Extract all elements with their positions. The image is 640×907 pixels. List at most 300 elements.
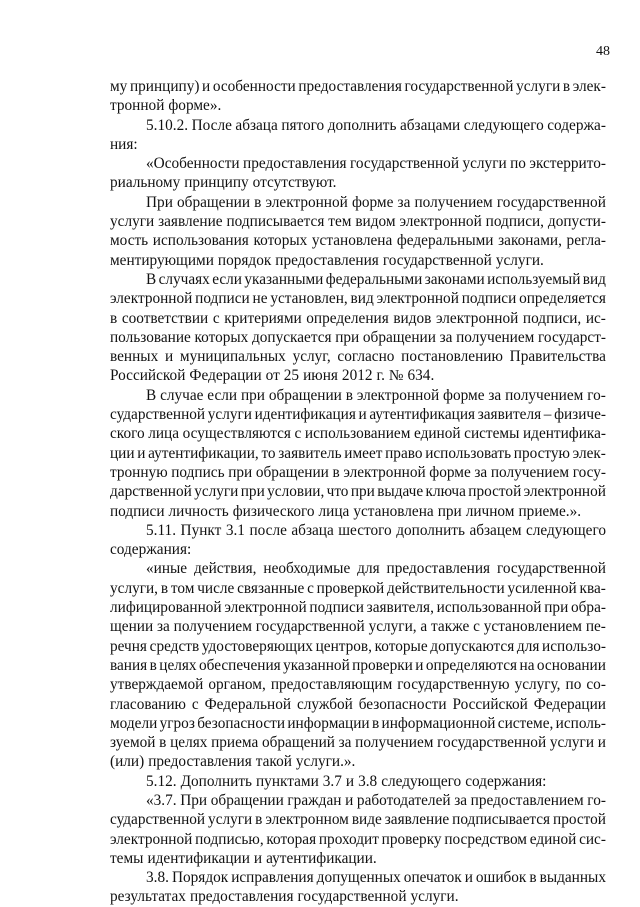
word: за [156, 618, 170, 636]
word: получением [505, 386, 584, 404]
word: работодателей [356, 791, 451, 809]
word: системы [464, 425, 520, 443]
text-line [110, 386, 606, 405]
word: регла- [566, 232, 606, 250]
word: услуги [207, 406, 252, 424]
word: за [439, 328, 453, 346]
word: электронной [224, 599, 307, 617]
word: условии, [267, 483, 325, 501]
text-line [110, 656, 606, 675]
word: содержания: [110, 541, 192, 559]
word: при [240, 386, 265, 404]
word: приема [211, 734, 259, 752]
word: обращении [255, 463, 329, 481]
word: сударственной [110, 406, 206, 424]
word: установлением [483, 618, 582, 636]
word: услуги, [110, 579, 159, 597]
word: за [488, 386, 502, 404]
word: определяются [425, 656, 518, 674]
word: обращений [261, 734, 335, 752]
word: и [137, 444, 146, 462]
text-line [110, 502, 606, 521]
word: в [371, 714, 380, 732]
word: использо- [542, 637, 606, 655]
text-line [110, 444, 606, 463]
word: законами, [498, 232, 562, 250]
word: государственную [397, 676, 510, 694]
text-line [110, 135, 606, 154]
word: предоставления [243, 155, 347, 173]
word: услуг, [292, 348, 331, 366]
word: государственной [437, 734, 547, 752]
word: после [249, 521, 287, 539]
word: мость [110, 232, 149, 250]
word: абзаца [291, 521, 334, 539]
word: при [228, 463, 253, 481]
word: при [240, 483, 265, 501]
word: После [191, 116, 232, 134]
word: физического [232, 502, 315, 520]
word: ментирующими [110, 251, 214, 269]
word: подписи [195, 290, 250, 308]
word: услугу, [514, 676, 561, 694]
word: подписывается [226, 213, 325, 231]
word: дополнить [396, 521, 465, 539]
text-line [110, 675, 606, 694]
word: от [265, 367, 280, 385]
word: которые [374, 637, 428, 655]
word: которая [266, 830, 317, 848]
word: и [415, 656, 424, 674]
word: удостоверяющих [201, 637, 313, 655]
word: 5.12. [146, 772, 177, 790]
word: модели [110, 714, 158, 732]
word: экстеррито- [529, 155, 606, 173]
word: 25 [283, 367, 300, 385]
text-line [110, 96, 606, 115]
word: 634. [407, 367, 435, 385]
word: электронной [343, 463, 426, 481]
word: установлена [311, 232, 393, 250]
word: с [294, 425, 302, 443]
word: пунктами [255, 772, 319, 790]
word: установлена [353, 502, 434, 520]
word: услуги.». [295, 753, 356, 771]
word: единой [414, 425, 461, 443]
word: целях [170, 734, 208, 752]
word: щении [110, 618, 154, 636]
text-line [110, 617, 606, 636]
word: услуги. [495, 251, 544, 269]
word: личность [168, 502, 229, 520]
word: такой [255, 753, 292, 771]
word: услуги [516, 78, 561, 95]
word: использованной [436, 599, 542, 617]
word: информации [287, 714, 370, 732]
word: подписи [461, 290, 517, 308]
page-number: 48 [596, 44, 610, 59]
word: случаях [158, 270, 210, 288]
word: тронную [110, 463, 168, 481]
word: риальному [110, 174, 181, 192]
word: и [164, 348, 174, 366]
word: элек- [572, 78, 606, 95]
text-line [110, 173, 606, 192]
word: ключа [425, 483, 466, 501]
word: форме [429, 463, 471, 481]
word: обра- [571, 599, 606, 617]
word: абзацем [469, 521, 522, 539]
word: которых [253, 232, 308, 250]
word: безопасности [358, 695, 447, 713]
text-line [110, 270, 606, 289]
text-line [110, 695, 606, 714]
word: посредством [444, 830, 527, 848]
word: случае [160, 386, 204, 404]
word: услуги [462, 155, 507, 173]
word: определяется [519, 290, 606, 308]
word: Пункт [180, 521, 222, 539]
word: определения [306, 309, 389, 327]
word: электронной [523, 483, 606, 501]
word: то [261, 444, 276, 462]
word: простой [553, 811, 606, 829]
word: использовать [425, 444, 512, 462]
word: проверку [381, 830, 442, 848]
word: с [191, 695, 199, 713]
word: видов [393, 309, 432, 327]
word: угроз [159, 714, 195, 732]
text-line [110, 598, 606, 617]
word: по [565, 676, 582, 694]
word: получением [173, 618, 252, 636]
word: Федерации [533, 695, 606, 713]
word: принципу [184, 174, 249, 192]
word: а [420, 618, 428, 636]
word: федеральными [396, 232, 494, 250]
word: за [474, 463, 488, 481]
word: № [388, 367, 404, 385]
text-line [110, 347, 606, 366]
text-line [110, 405, 606, 424]
word: услуги [194, 483, 239, 501]
word: граждан [287, 791, 342, 809]
word: органом, [208, 676, 266, 694]
word: используемый [487, 270, 581, 288]
word: право [385, 444, 423, 462]
word: установлен, [270, 290, 348, 308]
word: пе- [585, 618, 606, 636]
word: простой [468, 483, 522, 501]
word: государственной [496, 560, 606, 578]
word: предоставления [148, 753, 252, 771]
word: Федерации [189, 367, 262, 385]
word: в [529, 869, 537, 887]
word: Российской [110, 367, 186, 385]
word: целях [159, 656, 197, 674]
text-line [110, 752, 606, 771]
word: услуги [549, 734, 595, 752]
word: в [345, 386, 353, 404]
word: утверждаемой [110, 676, 204, 694]
text-line [110, 521, 606, 540]
word: простую [513, 444, 570, 462]
word: за [338, 734, 352, 752]
word: опечаток [403, 869, 462, 887]
word: электронной [356, 386, 440, 404]
word: действия, [194, 560, 257, 578]
word: которых [194, 328, 249, 346]
word: подписи, [522, 309, 582, 327]
word: получением [355, 734, 434, 752]
word: с [473, 618, 480, 636]
word: виде [351, 811, 382, 829]
word: следующего [381, 772, 462, 790]
text-line [110, 212, 606, 231]
word: государственной [255, 618, 365, 636]
document-body [110, 77, 606, 907]
word: если [207, 386, 238, 404]
word: абзаца [235, 116, 278, 134]
text-line [110, 77, 606, 96]
word: заявитель [278, 444, 342, 462]
text-line [110, 559, 606, 578]
word: заявление [158, 213, 223, 231]
word: необходимые [263, 560, 351, 578]
word: элек- [572, 444, 606, 462]
word: Федеральной [204, 695, 292, 713]
word: идентификация [254, 406, 356, 424]
word: го- [587, 791, 606, 809]
word: ошибок [475, 869, 527, 887]
word: заявителя [477, 406, 542, 424]
text-line [110, 714, 606, 733]
word: физиче- [554, 406, 606, 424]
word: также [431, 618, 470, 636]
word: предоставления [275, 251, 379, 269]
word: ции [110, 444, 135, 462]
word: центров, [315, 637, 372, 655]
word: подписи [309, 599, 364, 617]
text-line [110, 637, 606, 656]
word: ния: [110, 135, 138, 153]
word: го- [587, 386, 606, 404]
word: осуществляются [182, 425, 291, 443]
word: выданных [539, 869, 606, 887]
text-line [110, 868, 606, 887]
word: тронной [110, 97, 165, 115]
word: согласно [337, 348, 395, 366]
word: При [146, 193, 173, 211]
text-line [110, 830, 606, 849]
word: шестого [338, 521, 392, 539]
word: для [357, 560, 380, 578]
word: законами [424, 270, 485, 288]
word: Правительства [509, 348, 606, 366]
word: государст- [538, 328, 606, 346]
text-line [110, 887, 606, 906]
word: получением [490, 463, 570, 481]
word: вид [582, 270, 606, 288]
word: «иные [146, 560, 188, 578]
word: и [253, 849, 263, 867]
word: «Особенности [146, 155, 240, 173]
word: допускается [251, 328, 332, 346]
word: аутентификации. [266, 849, 377, 867]
word: сударственной [110, 811, 206, 829]
word: если [212, 270, 242, 288]
word: соответствии [121, 309, 209, 327]
word: гласованию [110, 695, 186, 713]
text-line [110, 791, 606, 810]
word: критериями [224, 309, 302, 327]
word: государственной [404, 78, 514, 95]
word: видом [355, 213, 396, 231]
word: сис- [579, 830, 606, 848]
word: получением [414, 193, 493, 211]
word: электронной [110, 830, 193, 848]
word: за [397, 193, 411, 211]
word: электронной [376, 290, 459, 308]
text-line [110, 810, 606, 829]
word: содержания: [465, 772, 547, 790]
word: при [437, 502, 462, 520]
word: усиленной [507, 579, 577, 597]
word: на [519, 656, 535, 674]
word: в [254, 193, 262, 211]
text-line [110, 328, 606, 347]
word: лифицированной [110, 599, 222, 617]
word: связанные [237, 579, 305, 597]
word: заявление [384, 811, 450, 829]
text-line [110, 251, 606, 270]
word: форме». [168, 97, 222, 115]
word: 5.11. [146, 521, 177, 539]
word: вид [350, 290, 374, 308]
word: ского [110, 425, 145, 443]
word: указанными [244, 270, 324, 288]
word: Российской [452, 695, 528, 713]
word: предоставления [386, 560, 491, 578]
word: государственной [350, 155, 460, 173]
word: основании [536, 656, 606, 674]
word: г. [376, 367, 385, 385]
word: подписи [110, 502, 165, 520]
word: абзацами [399, 116, 461, 134]
word: исправления [231, 869, 314, 887]
word: предоставляющим [270, 676, 393, 694]
word: В [146, 386, 157, 404]
text-line [110, 849, 606, 868]
word: идентификации [147, 849, 250, 867]
word: и [345, 791, 354, 809]
word: постановлению [401, 348, 503, 366]
word: при [335, 328, 360, 346]
word: результатах [110, 888, 186, 906]
word: обеспечения [198, 656, 281, 674]
word: му [110, 78, 128, 95]
word: услуги, [368, 618, 417, 636]
word: темы [110, 849, 144, 867]
word: электронном [265, 811, 349, 829]
word: по [510, 155, 526, 173]
word: за [454, 791, 468, 809]
word: обращении [177, 193, 251, 211]
word: предоставления [298, 78, 402, 95]
word: идентифика- [522, 425, 606, 443]
word: проверки [352, 656, 413, 674]
word: в [110, 309, 118, 327]
word: В [146, 270, 157, 288]
word: пятого [281, 116, 325, 134]
word: с [212, 309, 220, 327]
word: системе, [497, 714, 554, 732]
word: (или) [110, 753, 145, 771]
word: обращении [362, 328, 436, 346]
word: 2012 [341, 367, 373, 385]
word: принципу) [129, 78, 200, 95]
word: «3.7. [146, 791, 177, 809]
word: исполь- [555, 714, 606, 732]
text-line [110, 289, 606, 308]
word: использованием [304, 425, 411, 443]
word: муниципальных [179, 348, 286, 366]
word: и [358, 406, 367, 424]
word: в [255, 811, 263, 829]
word: для [516, 637, 540, 655]
word: подпись [171, 463, 225, 481]
word: личном [465, 502, 515, 520]
word: с [307, 579, 314, 597]
word: электронной [435, 309, 519, 327]
word: речня [110, 637, 147, 655]
word: допускаются [430, 637, 515, 655]
word: тем [328, 213, 352, 231]
word: единой [529, 830, 577, 848]
word: электронной [265, 193, 348, 211]
word: услуги. [410, 888, 459, 906]
text-line [110, 116, 606, 135]
word: лица [318, 502, 350, 520]
word: особенности [212, 78, 296, 95]
word: обращении [210, 791, 284, 809]
word: информационной [381, 714, 496, 732]
word: госу- [572, 463, 606, 481]
text-line [110, 482, 606, 501]
word: проходит [318, 830, 379, 848]
word: услуги [208, 811, 253, 829]
word: форме [351, 193, 394, 211]
word: ква- [579, 579, 606, 597]
word: государственной [496, 193, 606, 211]
text-line [110, 424, 606, 443]
word: аутентификация [369, 406, 476, 424]
word: дарственной [110, 483, 192, 501]
word: и [597, 734, 606, 752]
word: использования [152, 232, 249, 250]
word: Дополнить [180, 772, 252, 790]
word: При [180, 791, 208, 809]
word: и [202, 78, 211, 95]
word: проверкой [316, 579, 385, 597]
word: июня [303, 367, 338, 385]
word: – [543, 406, 552, 424]
word: в [332, 463, 340, 481]
word: Порядок [171, 869, 229, 887]
word: аутентификации, [148, 444, 259, 462]
word: венных [110, 348, 159, 366]
word: следующего [463, 116, 544, 134]
